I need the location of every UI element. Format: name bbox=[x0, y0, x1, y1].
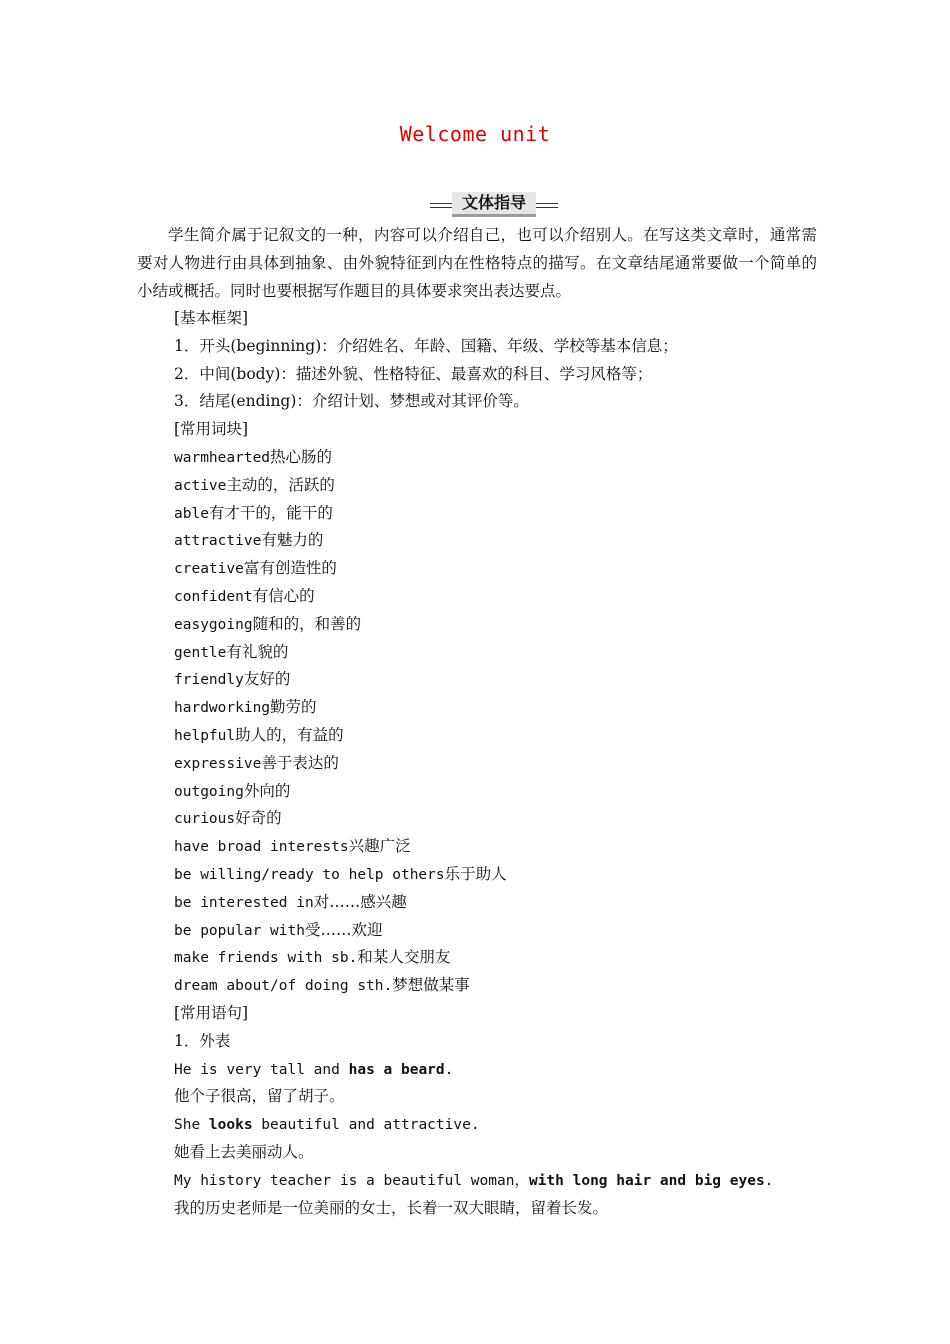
vocab-en: be interested in bbox=[174, 894, 314, 911]
vocab-zh: 主动的，活跃的 bbox=[226, 475, 335, 494]
vocab-zh: 有魅力的 bbox=[261, 531, 324, 550]
sentence-highlight: has a beard bbox=[348, 1061, 445, 1078]
sentences-heading: [常用语句] bbox=[174, 1003, 249, 1022]
sentence-highlight: with long hair and big eyes bbox=[528, 1172, 765, 1189]
vocab-item bbox=[174, 500, 814, 528]
vocab-en: active bbox=[174, 477, 227, 494]
intro-paragraph: 学生简介属于记叙文的一种，内容可以介绍自己，也可以介绍别人。在写这类文章时，通常需要对人物进行由具体到抽象、由外貌特征到内在性格特点的描写。在文章结尾通常要做一个简单的小结或概括。同时也要根据写作题目的具体要求突出表达要点。 bbox=[137, 226, 817, 300]
sentence-part: . bbox=[444, 1061, 454, 1078]
sentence-part: . bbox=[764, 1172, 774, 1189]
framework-item: 1．开头(beginning)：介绍姓名、年龄、国籍、年级、学校等基本信息； bbox=[174, 336, 678, 355]
vocab-item bbox=[174, 639, 814, 667]
vocab-en: have broad interests bbox=[174, 839, 349, 856]
vocab-item bbox=[174, 917, 814, 945]
vocab-zh: 勤劳的 bbox=[270, 698, 317, 717]
vocab-en: be willing/ready to help others bbox=[174, 866, 445, 883]
vocab-item bbox=[174, 694, 814, 722]
sentence-part: She bbox=[174, 1117, 209, 1134]
vocab-en: be popular with bbox=[174, 922, 305, 939]
vocab-item bbox=[174, 972, 814, 1000]
vocab-zh: 对……感兴趣 bbox=[313, 892, 407, 911]
vocab-zh: 助人的，有益的 bbox=[235, 725, 344, 744]
vocab-en: curious bbox=[174, 811, 236, 828]
vocab-en: confident bbox=[174, 588, 253, 605]
sentence-highlight: looks bbox=[208, 1117, 253, 1134]
sentence-translation: 她看上去美丽动人。 bbox=[174, 1142, 314, 1161]
vocab-en: gentle bbox=[174, 644, 227, 661]
vocab-zh: 乐于助人 bbox=[444, 864, 507, 883]
framework-item: 2．中间(body)：描述外貌、性格特征、最喜欢的科目、学习风格等； bbox=[174, 364, 653, 383]
sentence-translation: 我的历史老师是一位美丽的女士，长着一双大眼睛，留着长发。 bbox=[174, 1198, 609, 1217]
section-banner bbox=[430, 192, 558, 216]
vocab-zh: 外向的 bbox=[243, 781, 291, 800]
vocab-item bbox=[174, 583, 814, 611]
vocab-item bbox=[174, 722, 814, 750]
vocab-en: easygoing bbox=[174, 616, 253, 633]
vocab-item bbox=[174, 444, 814, 472]
vocab-zh: 受……欢迎 bbox=[304, 920, 383, 939]
vocab-zh: 梦想做某事 bbox=[392, 976, 470, 995]
vocab-en: dream about/of doing sth. bbox=[174, 978, 393, 995]
vocab-item bbox=[174, 611, 814, 639]
sentences-subheading: 1．外表 bbox=[174, 1031, 231, 1050]
vocab-en: helpful bbox=[174, 727, 236, 744]
vocab-item bbox=[174, 944, 814, 972]
vocab-item bbox=[174, 778, 814, 806]
vocab-item bbox=[174, 527, 814, 555]
banner-right-rule bbox=[536, 203, 558, 208]
example-sentence bbox=[174, 1167, 814, 1195]
banner-left-rule bbox=[430, 203, 452, 208]
vocab-item bbox=[174, 805, 814, 833]
sentence-translation: 他个子很高，留了胡子。 bbox=[174, 1087, 345, 1106]
vocab-zh: 善于表达的 bbox=[261, 753, 339, 772]
vocab-en: attractive bbox=[174, 533, 262, 550]
vocab-en: warmhearted bbox=[174, 449, 271, 466]
vocab-item bbox=[174, 750, 814, 778]
vocab-item bbox=[174, 472, 814, 500]
vocab-zh: 有信心的 bbox=[252, 586, 315, 605]
vocab-item bbox=[174, 833, 814, 861]
sentence-part: He is very tall and bbox=[174, 1061, 349, 1078]
vocab-en: hardworking bbox=[174, 700, 271, 717]
vocab-zh: 有才干的，能干的 bbox=[208, 503, 333, 522]
sentence-part: My history teacher is a beautiful woman， bbox=[174, 1172, 529, 1189]
vocab-item bbox=[174, 666, 814, 694]
vocab-item bbox=[174, 555, 814, 583]
sentence-part: beautiful and attractive. bbox=[252, 1117, 480, 1134]
vocab-zh: 兴趣广泛 bbox=[348, 837, 411, 856]
vocab-zh: 热心肠的 bbox=[270, 447, 333, 466]
vocab-item bbox=[174, 889, 814, 917]
vocab-en: outgoing bbox=[174, 783, 244, 800]
content-lines bbox=[174, 305, 814, 1222]
framework-item: 3．结尾(ending)：介绍计划、梦想或对其评价等。 bbox=[174, 392, 529, 411]
vocab-zh: 有礼貌的 bbox=[226, 642, 289, 661]
vocab-en: expressive bbox=[174, 755, 262, 772]
framework-heading: [基本框架] bbox=[174, 309, 249, 327]
banner-label: 文体指导 bbox=[452, 192, 536, 217]
vocab-zh: 随和的，和善的 bbox=[252, 614, 362, 633]
page-title: Welcome unit bbox=[399, 122, 551, 146]
vocab-item bbox=[174, 861, 814, 889]
vocab-en: friendly bbox=[174, 672, 244, 689]
vocab-en: able bbox=[174, 505, 209, 522]
vocab-zh: 好奇的 bbox=[235, 809, 282, 828]
vocab-zh: 友好的 bbox=[243, 670, 291, 689]
vocab-zh: 富有创造性的 bbox=[243, 559, 337, 578]
vocab-zh: 和某人交朋友 bbox=[357, 948, 451, 967]
example-sentence bbox=[174, 1056, 814, 1084]
vocab-heading: [常用词块] bbox=[174, 420, 249, 439]
vocab-en: make friends with sb. bbox=[174, 950, 358, 967]
vocab-en: creative bbox=[174, 561, 244, 578]
example-sentence bbox=[174, 1111, 814, 1139]
